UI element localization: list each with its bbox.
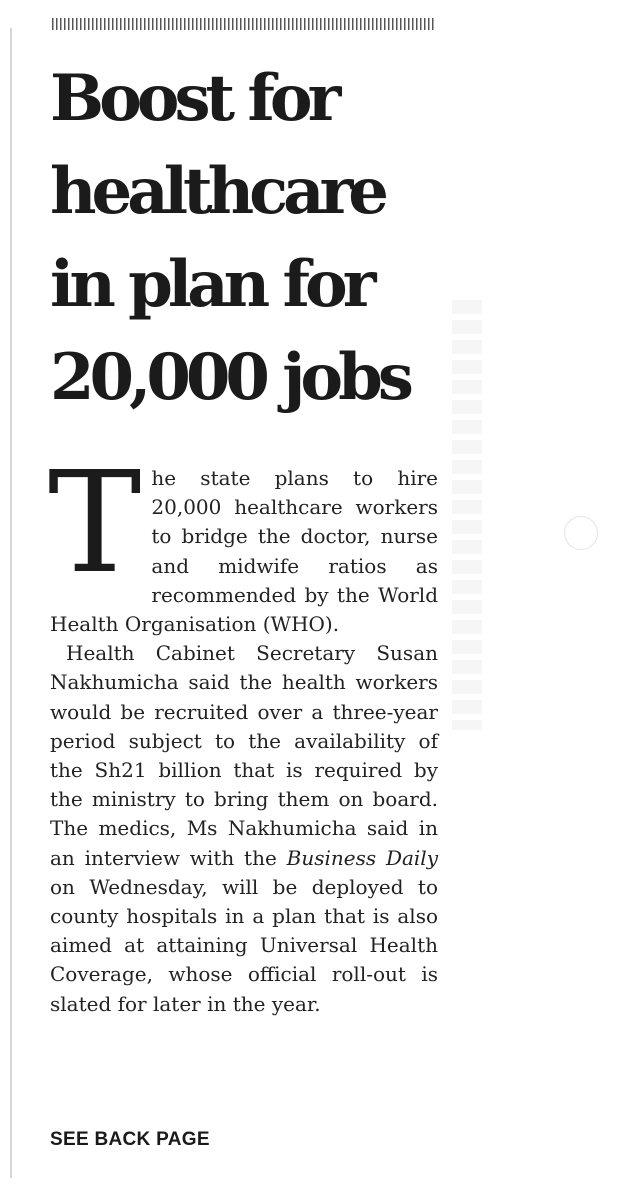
bleed-through-text xyxy=(452,300,482,730)
headline-line: Boost for xyxy=(50,61,337,136)
paragraph-2 xyxy=(50,639,438,1019)
paragraph-2-text-b: on Wednesday, will be deployed to county hospitals in a plan that is also aimed at attaining Universal Health Coverage, whose official roll-out is slated for later in the year. xyxy=(50,874,438,1016)
see-back-page-link: SEE BACK PAGE xyxy=(50,1129,210,1150)
headline-line: healthcare xyxy=(50,154,384,229)
paragraph-2-text-a: Health Cabinet Secretary Susan Nakhumicha said the health workers would be recruited over a three-year period subject to the availability of the Sh21 billion that is required by the ministry to bring them on board. The medics, Ms Nakhumicha said in an interview with the xyxy=(50,641,438,870)
headline xyxy=(50,52,450,424)
touch-indicator xyxy=(564,516,598,550)
headline-line: in plan for xyxy=(50,247,372,322)
article-body xyxy=(48,442,438,1019)
publication-name: Business Daily xyxy=(286,845,438,870)
paragraph-1 xyxy=(48,442,438,639)
headline-line: 20,000 jobs xyxy=(50,340,409,415)
section-divider xyxy=(52,18,434,30)
column-rule xyxy=(10,28,12,1178)
drop-cap: T xyxy=(48,442,142,605)
paragraph-1-text: he state plans to hire 20,000 healthcare workers to bridge the doctor, nurse and midwife ratios as recommended by the World Health Organisation (WHO). xyxy=(50,466,438,637)
